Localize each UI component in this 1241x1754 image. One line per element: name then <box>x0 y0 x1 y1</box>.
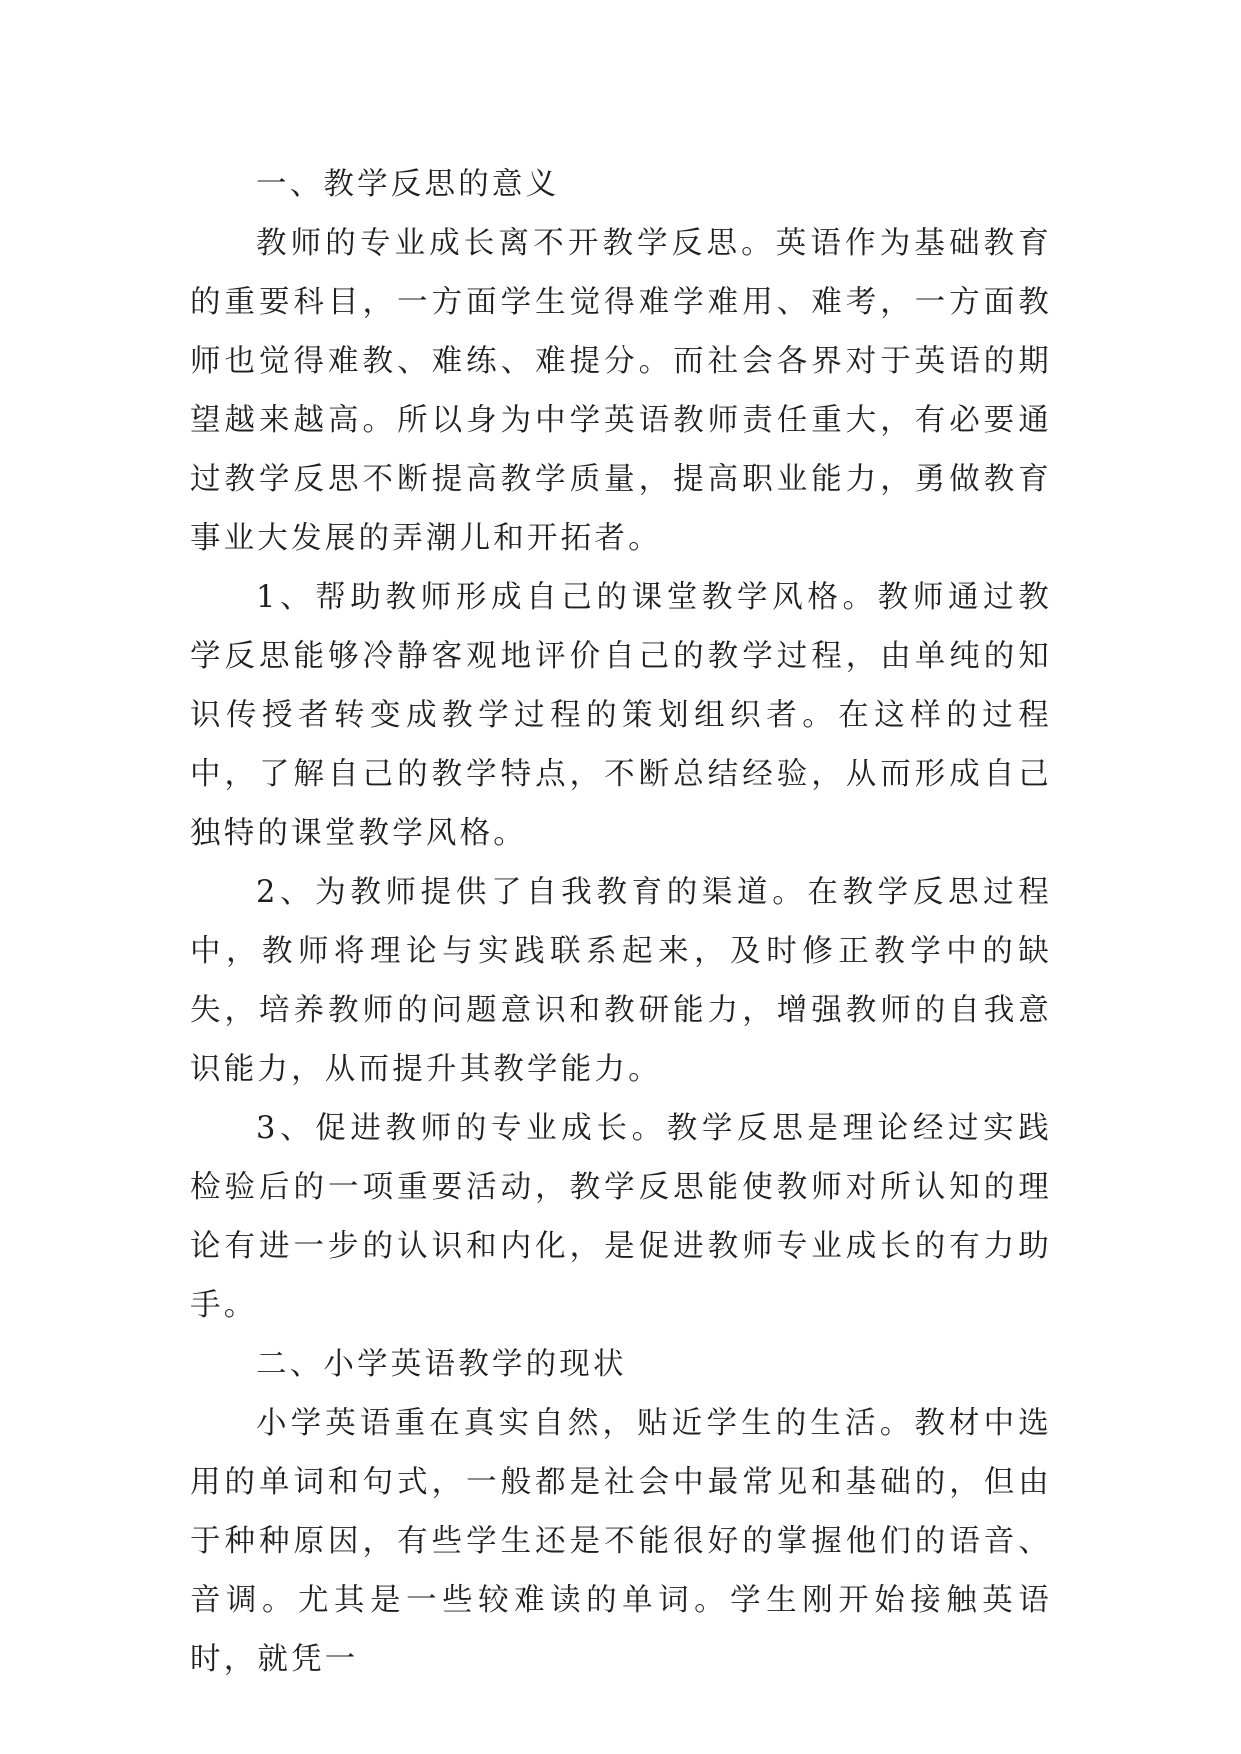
section-heading-2: 二、小学英语教学的现状 <box>256 1347 627 1382</box>
paragraph-intro: 教师的专业成长离不开教学反思。英语作为基础教育的重要科目，一方面学生觉得难学难用、难考，一方面教师也觉得难教、难练、难提分。而社会各界对于英语的期望越来越高。所以身为中学英语教师责任重大，有必要通过教学反思不断提高教学质量，提高职业能力，勇做教育事业大发展的弄潮儿和开拓者。 <box>190 226 1052 556</box>
paragraph-point-1: 1、帮助教师形成自己的课堂教学风格。教师通过教学反思能够冷静客观地评价自己的教学过程，由单纯的知识传授者转变成教学过程的策划组织者。在这样的过程中，了解自己的教学特点，不断总结经验，从而形成自己独特的课堂教学风格。 <box>190 580 1052 851</box>
section-heading-1: 一、教学反思的意义 <box>256 167 560 202</box>
document-body <box>190 155 1052 1689</box>
paragraph-status: 小学英语重在真实自然，贴近学生的生活。教材中选用的单词和句式，一般都是社会中最常见和基础的，但由于种种原因，有些学生还是不能很好的掌握他们的语音、音调。尤其是一些较难读的单词。学生刚开始接触英语时，就凭一 <box>190 1406 1052 1677</box>
paragraph-point-3: 3、促进教师的专业成长。教学反思是理论经过实践检验后的一项重要活动，教学反思能使教师对所认知的理论有进一步的认识和内化，是促进教师专业成长的有力助手。 <box>190 1111 1052 1323</box>
paragraph-point-2: 2、为教师提供了自我教育的渠道。在教学反思过程中，教师将理论与实践联系起来，及时修正教学中的缺失，培养教师的问题意识和教研能力，增强教师的自我意识能力，从而提升其教学能力。 <box>190 875 1052 1087</box>
